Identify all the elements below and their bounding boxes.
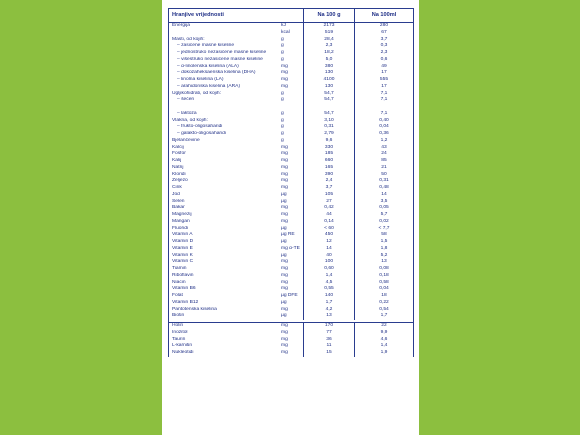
value-per-100g: 54,7 bbox=[303, 97, 354, 104]
table-row bbox=[169, 104, 413, 111]
nutrient-name: Mangan bbox=[172, 218, 190, 224]
nutrient-name: – linolna kiselina (LA) bbox=[177, 77, 224, 82]
nutrient-name: Fosfor bbox=[172, 151, 186, 157]
table-row bbox=[169, 205, 413, 212]
left-green-margin bbox=[0, 0, 162, 435]
table-row bbox=[169, 165, 413, 172]
nutrient-unit: mg bbox=[281, 343, 288, 349]
value-per-100g: 2173 bbox=[303, 23, 354, 30]
table-row bbox=[169, 253, 413, 260]
nutrient-unit: µg bbox=[281, 239, 287, 244]
nutrient-name: Vitamin D bbox=[172, 239, 194, 244]
value-per-100ml: 0,02 bbox=[354, 219, 413, 226]
value-per-100ml: 17 bbox=[354, 70, 413, 77]
value-per-100g: 0,14 bbox=[303, 219, 354, 226]
value-per-100g: < 60 bbox=[303, 226, 354, 233]
table-row bbox=[169, 77, 413, 84]
nutrient-unit: mg bbox=[281, 218, 288, 224]
value-per-100ml: 555 bbox=[354, 77, 413, 84]
value-per-100g: 185 bbox=[303, 151, 354, 158]
value-per-100g: 390 bbox=[303, 172, 354, 179]
nutrient-name bbox=[169, 104, 277, 111]
nutrient-unit: µg bbox=[281, 225, 287, 231]
table-row bbox=[169, 330, 413, 337]
nutrient-name: Bjelančevine bbox=[172, 137, 200, 143]
table-row bbox=[169, 280, 413, 287]
table-row bbox=[169, 192, 413, 199]
value-per-100g: 4100 bbox=[303, 77, 354, 84]
value-per-100g: 170 bbox=[303, 323, 354, 330]
nutrient-unit: mg α-TE bbox=[281, 245, 300, 251]
table-row bbox=[169, 313, 413, 320]
nutrient-name: Natrij bbox=[172, 164, 184, 170]
value-per-100ml: 1,7 bbox=[354, 313, 413, 320]
nutrient-unit bbox=[277, 104, 303, 111]
nutrient-name: Kalij bbox=[172, 158, 182, 163]
table-row bbox=[169, 323, 413, 330]
nutrient-name: Tiamin bbox=[172, 266, 187, 271]
value-per-100g: 330 bbox=[303, 145, 354, 152]
value-per-100g: 12 bbox=[303, 239, 354, 246]
value-per-100ml: 0,04 bbox=[354, 124, 413, 131]
nutrient-name: – zasićene masne kiseline bbox=[177, 43, 235, 49]
nutrient-name: – α-linolenska kiselina (ALA) bbox=[177, 63, 239, 69]
value-per-100ml: 5,2 bbox=[354, 253, 413, 260]
nutrient-unit: mg bbox=[281, 70, 288, 76]
value-per-100ml: 0,18 bbox=[354, 273, 413, 280]
table-row bbox=[169, 273, 413, 280]
table-row bbox=[169, 37, 413, 44]
value-per-100g: 140 bbox=[303, 293, 354, 300]
value-per-100g: 130 bbox=[303, 70, 354, 77]
value-per-100ml: 4,6 bbox=[354, 337, 413, 344]
nutrient-unit: mg bbox=[281, 350, 288, 355]
header-name: Hranjive vrijednosti bbox=[172, 12, 224, 18]
table-row bbox=[169, 118, 413, 125]
table-row bbox=[169, 350, 413, 357]
value-per-100ml bbox=[354, 104, 413, 111]
value-per-100ml: 58 bbox=[354, 232, 413, 239]
table-row bbox=[169, 246, 413, 253]
nutrient-unit: g bbox=[281, 50, 284, 55]
value-per-100g: 0,55 bbox=[303, 286, 354, 293]
nutrient-unit: g bbox=[281, 117, 284, 123]
value-per-100ml: 49 bbox=[354, 64, 413, 71]
value-per-100g: 28,4 bbox=[303, 37, 354, 44]
value-per-100g: 36 bbox=[303, 337, 354, 344]
nutrient-unit: mg bbox=[281, 205, 288, 211]
value-per-100ml: 13 bbox=[354, 259, 413, 266]
value-per-100g: 3,7 bbox=[303, 185, 354, 192]
value-per-100g: 0,60 bbox=[303, 266, 354, 273]
table-row bbox=[169, 212, 413, 219]
nutrient-unit: µg bbox=[281, 198, 287, 204]
value-per-100ml: 0,6 bbox=[354, 57, 413, 64]
nutrient-unit: mg bbox=[281, 259, 288, 265]
nutrient-unit: mg bbox=[281, 323, 288, 328]
nutrient-unit: g bbox=[281, 90, 284, 96]
table-row bbox=[169, 185, 413, 192]
table-row bbox=[169, 70, 413, 77]
right-green-margin bbox=[419, 0, 580, 435]
nutrient-name: Bakar bbox=[172, 205, 185, 211]
nutrient-name: Željezo bbox=[172, 178, 188, 184]
table-row bbox=[169, 97, 413, 104]
nutrient-name: Riboflavin bbox=[172, 272, 194, 278]
value-per-100g: 15 bbox=[303, 350, 354, 357]
value-per-100ml: 24 bbox=[354, 151, 413, 158]
nutrient-name: Fluoridi bbox=[172, 225, 189, 231]
value-per-100g: 9,6 bbox=[303, 138, 354, 145]
nutrient-unit: g bbox=[281, 36, 284, 42]
nutrient-group-other bbox=[169, 323, 413, 357]
nutrient-unit: mg bbox=[281, 63, 288, 69]
value-per-100ml: 43 bbox=[354, 145, 413, 152]
value-per-100g bbox=[303, 104, 354, 111]
value-per-100g: 165 bbox=[303, 165, 354, 172]
nutrient-name bbox=[169, 30, 277, 37]
nutrient-name: – laktoza bbox=[177, 110, 197, 116]
value-per-100ml: 9,9 bbox=[354, 330, 413, 337]
table-row bbox=[169, 259, 413, 266]
table-row bbox=[169, 131, 413, 138]
value-per-100g: 2,4 bbox=[303, 178, 354, 185]
table-row bbox=[169, 64, 413, 71]
value-per-100ml: 1,4 bbox=[354, 343, 413, 350]
nutrient-name: Biotin bbox=[172, 313, 185, 319]
value-per-100g: 2,3 bbox=[303, 43, 354, 50]
value-per-100ml: 0,04 bbox=[354, 286, 413, 293]
value-per-100g: 4,5 bbox=[303, 280, 354, 287]
value-per-100ml: 21 bbox=[354, 165, 413, 172]
table-row bbox=[169, 138, 413, 145]
nutrient-name: Inozitol bbox=[172, 329, 188, 335]
table-row bbox=[169, 300, 413, 307]
value-per-100ml: 1,8 bbox=[354, 246, 413, 253]
nutrient-name: Vlakna, od kojih: bbox=[172, 117, 208, 123]
table-row bbox=[169, 43, 413, 50]
nutrient-name: – frukto-oligosaharidi bbox=[177, 124, 223, 130]
value-per-100ml: 18 bbox=[354, 293, 413, 300]
table-row bbox=[169, 343, 413, 350]
value-per-100g: 54,7 bbox=[303, 91, 354, 98]
nutrient-name: L-karnitin bbox=[172, 343, 193, 349]
table-row bbox=[169, 57, 413, 64]
value-per-100ml: 22 bbox=[354, 323, 413, 330]
nutrient-name: Vitamin A bbox=[172, 232, 193, 238]
value-per-100ml: 85 bbox=[354, 158, 413, 165]
nutrient-name: Energija bbox=[172, 23, 190, 28]
table-row bbox=[169, 199, 413, 206]
nutrient-name: Vitamin B6 bbox=[172, 286, 196, 292]
nutrient-unit: mg bbox=[281, 306, 288, 312]
value-per-100g: 44 bbox=[303, 212, 354, 219]
nutrient-name: Vitamin B12 bbox=[172, 299, 199, 305]
value-per-100g: 660 bbox=[303, 158, 354, 165]
value-per-100ml: 0,22 bbox=[354, 300, 413, 307]
table-row bbox=[169, 219, 413, 226]
value-per-100ml: 7,1 bbox=[354, 97, 413, 104]
table-row bbox=[169, 111, 413, 118]
nutrient-name: – arahidonska kiselina (ARA) bbox=[177, 83, 241, 89]
value-per-100g: 5,0 bbox=[303, 57, 354, 64]
nutrient-name: Nukleotidi bbox=[172, 350, 194, 355]
nutrient-unit: µg DFE bbox=[281, 293, 298, 298]
table-row bbox=[169, 172, 413, 179]
table-row bbox=[169, 286, 413, 293]
value-per-100g: 1,7 bbox=[303, 300, 354, 307]
nutrient-unit: g bbox=[281, 110, 284, 116]
nutrient-unit: mg bbox=[281, 329, 288, 335]
nutrient-name: – šećeri bbox=[177, 97, 195, 103]
table-row bbox=[169, 239, 413, 246]
value-per-100ml: 14 bbox=[354, 192, 413, 199]
value-per-100g: 54,7 bbox=[303, 111, 354, 118]
value-per-100g: 4,2 bbox=[303, 307, 354, 314]
value-per-100g: 100 bbox=[303, 259, 354, 266]
table-row bbox=[169, 151, 413, 158]
table-row bbox=[169, 84, 413, 91]
nutrient-unit: mg bbox=[281, 178, 288, 184]
nutrient-name: Kalcij bbox=[172, 144, 184, 150]
nutrient-unit: mg bbox=[281, 212, 288, 217]
nutrient-unit: kJ bbox=[281, 23, 286, 28]
nutrient-name: Pantotenska kiselina bbox=[172, 306, 217, 312]
value-per-100g: 0,31 bbox=[303, 124, 354, 131]
value-per-100ml: 0,36 bbox=[354, 131, 413, 138]
value-per-100g: 13 bbox=[303, 313, 354, 320]
nutrient-unit: mg bbox=[281, 286, 288, 292]
nutrient-unit: mg bbox=[281, 144, 288, 150]
value-per-100ml: 0,08 bbox=[354, 266, 413, 273]
nutrition-table bbox=[168, 8, 414, 357]
value-per-100ml: 0,48 bbox=[354, 185, 413, 192]
nutrient-unit: mg bbox=[281, 336, 288, 342]
nutrient-name: Magnezij bbox=[172, 212, 192, 217]
value-per-100g: 40 bbox=[303, 253, 354, 260]
value-per-100ml: 67 bbox=[354, 30, 413, 37]
nutrient-unit: µg bbox=[281, 252, 287, 258]
value-per-100g: 0,42 bbox=[303, 205, 354, 212]
value-per-100ml: 0,31 bbox=[354, 178, 413, 185]
nutrient-name: Jod bbox=[172, 191, 180, 197]
value-per-100ml: 0,40 bbox=[354, 118, 413, 125]
nutrient-name: Masti, od kojih: bbox=[172, 36, 205, 42]
nutrient-unit: g bbox=[281, 97, 284, 103]
nutrient-unit: g bbox=[281, 43, 284, 49]
nutrient-unit: mg bbox=[281, 83, 288, 89]
nutrient-unit: mg bbox=[281, 279, 288, 285]
table-row bbox=[169, 124, 413, 131]
value-per-100ml: 7,1 bbox=[354, 111, 413, 118]
value-per-100ml: 2,3 bbox=[354, 50, 413, 57]
table-row bbox=[169, 337, 413, 344]
nutrient-name: Selen bbox=[172, 198, 185, 204]
value-per-100g: 14 bbox=[303, 246, 354, 253]
nutrient-group-main bbox=[169, 23, 413, 320]
nutrient-name: Vitamin K bbox=[172, 252, 193, 258]
value-per-100g: 3,10 bbox=[303, 118, 354, 125]
table-row bbox=[169, 50, 413, 57]
nutrient-unit: g bbox=[281, 56, 284, 62]
value-per-100g: 27 bbox=[303, 199, 354, 206]
nutrient-unit: g bbox=[281, 131, 284, 136]
nutrient-name: – višestruko nezasićene masne kiseline bbox=[177, 56, 263, 62]
nutrient-unit: µg bbox=[281, 313, 287, 319]
nutrient-unit: g bbox=[281, 124, 284, 130]
value-per-100ml: 3,5 bbox=[354, 199, 413, 206]
value-per-100ml: 7,1 bbox=[354, 91, 413, 98]
nutrient-unit: g bbox=[281, 137, 284, 143]
table-row bbox=[169, 178, 413, 185]
nutrient-unit: mg bbox=[281, 158, 288, 163]
nutrient-name: – dokozaheksaenska kiselina (DHA) bbox=[177, 70, 256, 76]
value-per-100ml: 0,58 bbox=[354, 280, 413, 287]
nutrient-unit: mg bbox=[281, 266, 288, 271]
header-per-100ml: Na 100ml bbox=[354, 9, 413, 22]
table-header bbox=[169, 9, 413, 23]
nutrient-name: Niacin bbox=[172, 279, 186, 285]
nutrient-name: Cink bbox=[172, 185, 182, 190]
nutrient-name: Vitamin C bbox=[172, 259, 194, 265]
table-row bbox=[169, 30, 413, 37]
value-per-100g: 77 bbox=[303, 330, 354, 337]
nutrient-unit: mg bbox=[281, 171, 288, 177]
nutrient-name: – jednostruko nezasićene masne kiseline bbox=[177, 50, 267, 55]
value-per-100ml: 280 bbox=[354, 23, 413, 30]
nutrition-label-panel bbox=[162, 0, 419, 435]
value-per-100ml: < 7,7 bbox=[354, 226, 413, 233]
value-per-100ml: 1,5 bbox=[354, 239, 413, 246]
value-per-100ml: 1,2 bbox=[354, 138, 413, 145]
nutrient-name: Ugljikohidrati, od kojih: bbox=[172, 90, 221, 96]
header-per-100g: Na 100 g bbox=[303, 9, 354, 22]
nutrient-unit: µg RE bbox=[281, 232, 295, 238]
nutrient-unit: mg bbox=[281, 272, 288, 278]
table-row bbox=[169, 91, 413, 98]
table-row bbox=[169, 266, 413, 273]
value-per-100ml: 5,7 bbox=[354, 212, 413, 219]
nutrient-unit: µg bbox=[281, 299, 287, 305]
value-per-100g: 130 bbox=[303, 84, 354, 91]
nutrient-name: Folat bbox=[172, 293, 183, 298]
table-row bbox=[169, 158, 413, 165]
value-per-100g: 1,4 bbox=[303, 273, 354, 280]
value-per-100g: 450 bbox=[303, 232, 354, 239]
table-row bbox=[169, 145, 413, 152]
value-per-100ml: 3,7 bbox=[354, 37, 413, 44]
nutrient-name: Holin bbox=[172, 323, 184, 328]
nutrient-unit: mg bbox=[281, 151, 288, 157]
nutrient-unit: mg bbox=[281, 164, 288, 170]
nutrient-unit: mg bbox=[281, 77, 288, 82]
value-per-100ml: 17 bbox=[354, 84, 413, 91]
nutrient-unit: mg bbox=[281, 185, 288, 190]
nutrient-unit: µg bbox=[281, 191, 287, 197]
value-per-100g: 105 bbox=[303, 192, 354, 199]
value-per-100g: 519 bbox=[303, 30, 354, 37]
value-per-100g: 18,2 bbox=[303, 50, 354, 57]
nutrient-name: Kloridi bbox=[172, 171, 186, 177]
nutrient-name: – galakto-oligosaharidi bbox=[177, 131, 226, 136]
table-row bbox=[169, 293, 413, 300]
value-per-100g: 11 bbox=[303, 343, 354, 350]
value-per-100ml: 0,3 bbox=[354, 43, 413, 50]
nutrient-name: Vitamin E bbox=[172, 245, 193, 251]
value-per-100ml: 0,54 bbox=[354, 307, 413, 314]
table-row bbox=[169, 232, 413, 239]
table-row bbox=[169, 307, 413, 314]
value-per-100ml: 0,05 bbox=[354, 205, 413, 212]
nutrient-unit: kcal bbox=[281, 29, 290, 35]
table-row bbox=[169, 23, 413, 30]
value-per-100g: 380 bbox=[303, 64, 354, 71]
nutrient-name: Taurin bbox=[172, 336, 186, 342]
value-per-100ml: 50 bbox=[354, 172, 413, 179]
value-per-100ml: 1,9 bbox=[354, 350, 413, 357]
value-per-100g: 2,79 bbox=[303, 131, 354, 138]
